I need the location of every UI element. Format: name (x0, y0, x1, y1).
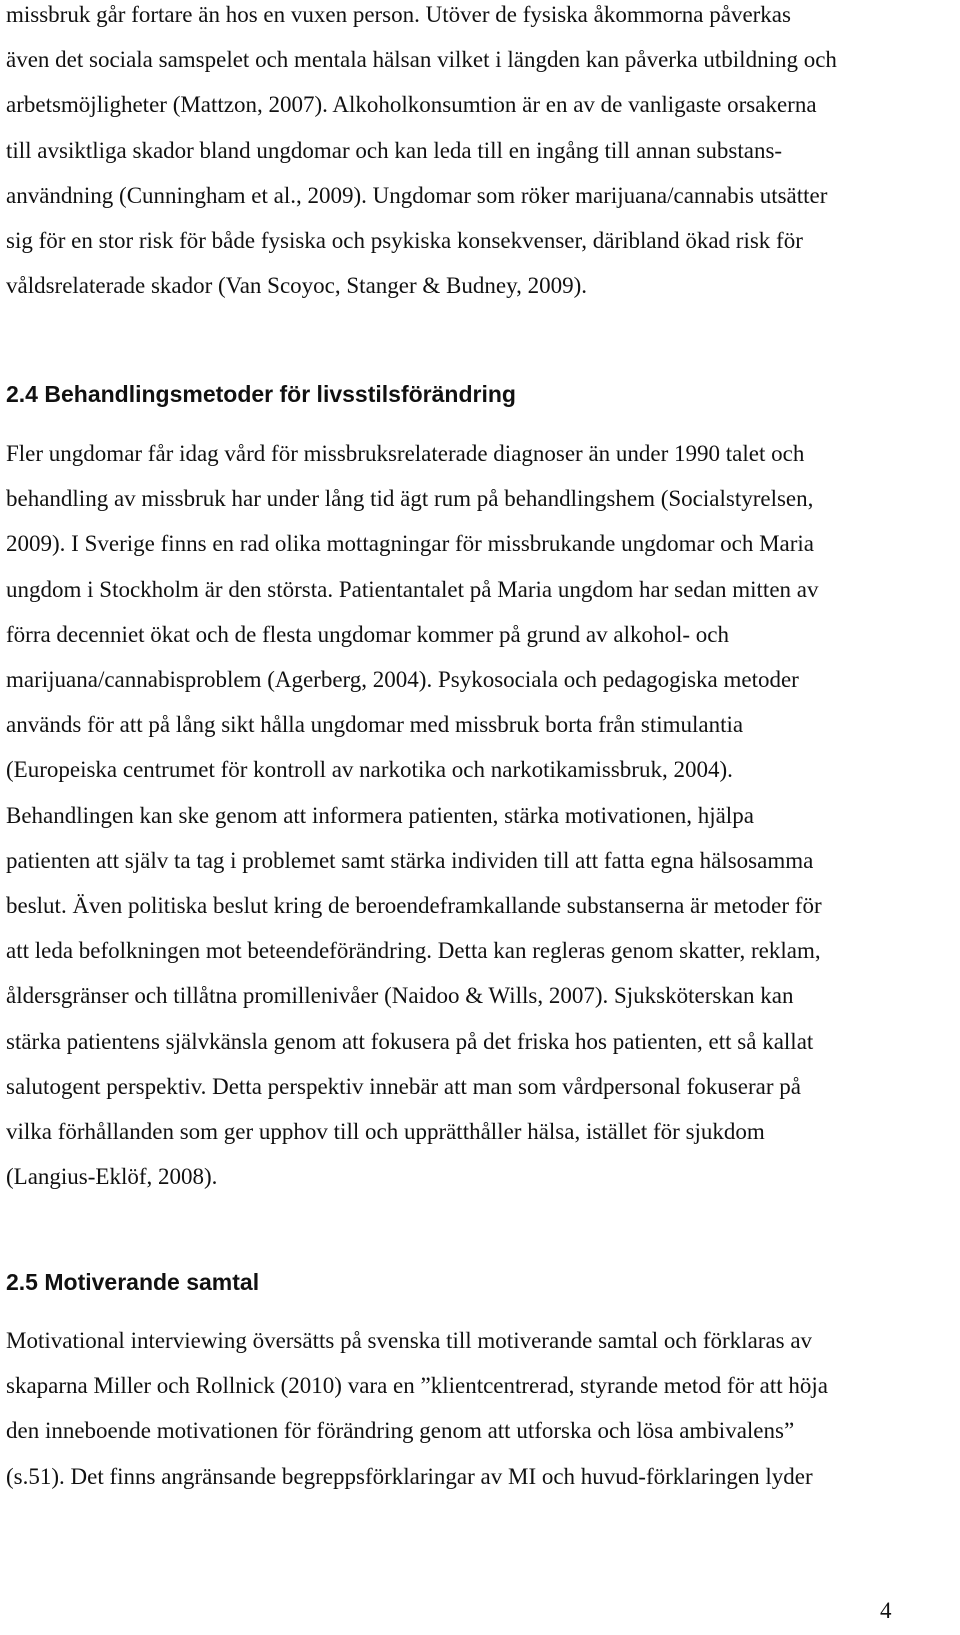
page-number: 4 (880, 1598, 892, 1623)
body-paragraph-intro: missbruk går fortare än hos en vuxen person. Utöver de fysiska åkommorna påverkas även det sociala samspelet och mentala hälsan vilket i längden kan påverka utbildning och arbetsmöjligheter (Mattzon, 2007). Alkoholkonsumtion är en av de vanligaste orsakerna till avsiktliga skador bland ungdomar och kan leda till en ingång till annan substans- användning (Cunningham et al., 2009). Ungdomar som röker marijuana/cannabis utsätter sig för en stor risk för både fysiska och psykiska konsekvenser, däribland ökad risk för våldsrelaterade skador (Van Scoyoc, Stanger & Budney, 2009). (6, 2, 837, 299)
section-heading-2-5: 2.5 Motiverande samtal (6, 1269, 260, 1295)
body-paragraph-2-5: Motivational interviewing översätts på svenska till motiverande samtal och förklaras av skaparna Miller och Rollnick (2010) vara en ”klientcentrerad, styrande metod för att höja den inneboende motivationen för förändring genom att utforska och lösa ambivalens” (s.51). Det finns angränsande begreppsförklaringar av MI och huvud-förklaringen lyder (6, 1328, 828, 1489)
section-heading-2-4: 2.4 Behandlingsmetoder för livsstilsförändring (6, 381, 516, 407)
body-paragraph-2-4: Fler ungdomar får idag vård för missbruksrelaterade diagnoser än under 1990 talet och behandling av missbruk har under lång tid ägt rum på behandlingshem (Socialstyrelsen, 2009). I Sverige finns en rad olika mottagningar för missbrukande ungdomar och Maria ungdom i Stockholm är den största. Patientantalet på Maria ungdom har sedan mitten av förra decenniet ökat och de flesta ungdomar kommer på grund av alkohol- och marijuana/cannabisproblem (Agerberg, 2004). Psykosociala och pedagogiska metoder används för att på lång sikt hålla ungdomar med missbruk borta från stimulantia (Europeiska centrumet för kontroll av narkotika och narkotikamissbruk, 2004). Behandlingen kan ske genom att informera patienten, stärka motivationen, hjälpa patienten att själv ta tag i problemet samt stärka individen till att fatta egna hälsosamma beslut. Även politiska beslut kring de beroendeframkallande substanserna är metoder för att leda befolkningen mot beteendeförändring. Detta kan regleras genom skatter, reklam, åldersgränser och tillåtna promillenivåer (Naidoo & Wills, 2007). Sjuksköterskan kan stärka patientens självkänsla genom att fokusera på det friska hos patienten, ett så kallat salutogent perspektiv. Detta perspektiv innebär att man som vårdpersonal fokuserar på vilka förhållanden som ger upphov till och upprätthåller hälsa, istället för sjukdom (Langius-Eklöf, 2008). (6, 441, 822, 1190)
